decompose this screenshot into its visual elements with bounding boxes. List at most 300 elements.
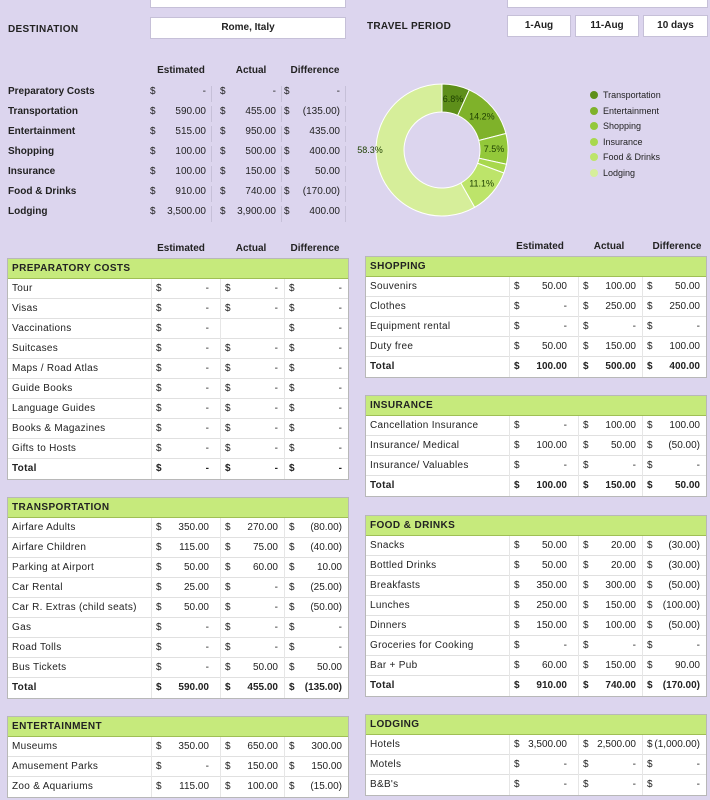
cell-act[interactable] bbox=[220, 558, 282, 578]
cell-est[interactable] bbox=[151, 279, 213, 299]
cell-value: (40.00) bbox=[310, 542, 342, 553]
currency-symbol: $ bbox=[514, 680, 520, 691]
cell-diff[interactable] bbox=[642, 297, 704, 317]
summary-value: - bbox=[272, 86, 276, 97]
legend-item bbox=[590, 152, 660, 162]
cell-est[interactable] bbox=[151, 299, 213, 319]
cell-value: 2,500.00 bbox=[597, 739, 636, 750]
currency-symbol: $ bbox=[225, 582, 231, 593]
cell-est[interactable] bbox=[509, 676, 571, 696]
cell-act[interactable] bbox=[578, 536, 640, 556]
currency-symbol: $ bbox=[647, 341, 653, 352]
summary-cell-est[interactable] bbox=[150, 126, 212, 142]
row-label: Gifts to Hosts bbox=[12, 443, 77, 454]
currency-symbol: $ bbox=[647, 640, 653, 651]
cell-value: - bbox=[338, 463, 342, 474]
row-label: Insurance/ Medical bbox=[370, 440, 460, 451]
summary-cell-est[interactable] bbox=[150, 206, 212, 222]
cell-diff[interactable] bbox=[642, 476, 704, 496]
summary-cell-act[interactable] bbox=[220, 206, 282, 222]
currency-symbol: $ bbox=[647, 600, 653, 611]
currency-symbol: $ bbox=[289, 662, 295, 673]
cell-act[interactable] bbox=[578, 636, 640, 656]
cell-value: - bbox=[632, 779, 636, 790]
cell-act[interactable] bbox=[578, 476, 640, 496]
summary-cell-est[interactable] bbox=[150, 86, 212, 102]
table-row bbox=[366, 775, 706, 795]
cell-value: 100.00 bbox=[247, 781, 278, 792]
cell-value: (50.00) bbox=[668, 580, 700, 591]
row-label: Equipment rental bbox=[370, 321, 451, 332]
cell-act[interactable] bbox=[578, 277, 640, 297]
currency-symbol: $ bbox=[647, 739, 653, 750]
summary-value: 515.00 bbox=[175, 126, 206, 137]
currency-symbol: $ bbox=[583, 361, 589, 372]
cell-est[interactable] bbox=[151, 678, 213, 698]
cell-value: 350.00 bbox=[536, 580, 567, 591]
currency-symbol: $ bbox=[289, 522, 295, 533]
cell-est[interactable] bbox=[151, 578, 213, 598]
currency-symbol: $ bbox=[220, 86, 226, 97]
currency-symbol: $ bbox=[514, 560, 520, 571]
cell-act[interactable] bbox=[578, 576, 640, 596]
cell-act[interactable] bbox=[220, 379, 282, 399]
row-label: Airfare Adults bbox=[12, 522, 76, 533]
currency-symbol: $ bbox=[220, 186, 226, 197]
cell-act[interactable] bbox=[578, 357, 640, 377]
cell-est[interactable] bbox=[509, 656, 571, 676]
summary-row bbox=[8, 142, 350, 162]
summary-cell-est[interactable] bbox=[150, 186, 212, 202]
cell-diff[interactable] bbox=[642, 357, 704, 377]
summary-cell-diff[interactable] bbox=[284, 86, 346, 102]
cell-diff[interactable] bbox=[284, 678, 346, 698]
cell-act[interactable] bbox=[220, 658, 282, 678]
cell-est[interactable] bbox=[151, 379, 213, 399]
cell-value: (50.00) bbox=[310, 602, 342, 613]
cell-value: 300.00 bbox=[605, 580, 636, 591]
cell-value: 100.00 bbox=[669, 341, 700, 352]
cell-act[interactable] bbox=[220, 439, 282, 459]
cell-act[interactable] bbox=[220, 279, 282, 299]
cell-act[interactable] bbox=[578, 596, 640, 616]
cell-est[interactable] bbox=[151, 618, 213, 638]
cell-act[interactable] bbox=[578, 317, 640, 337]
cell-act[interactable] bbox=[220, 399, 282, 419]
cell-diff[interactable] bbox=[284, 279, 346, 299]
cell-act[interactable] bbox=[220, 518, 282, 538]
summary-cell-diff[interactable] bbox=[284, 166, 346, 182]
cell-diff[interactable] bbox=[642, 775, 704, 795]
currency-symbol: $ bbox=[150, 106, 156, 117]
cell-est[interactable] bbox=[509, 436, 571, 456]
summary-value: - bbox=[202, 86, 206, 97]
donut-value-label: 6.8% bbox=[442, 94, 464, 105]
cell-diff[interactable] bbox=[642, 656, 704, 676]
cell-est[interactable] bbox=[509, 636, 571, 656]
table-total-row bbox=[366, 357, 706, 377]
cell-act[interactable] bbox=[578, 556, 640, 576]
currency-symbol: $ bbox=[156, 363, 162, 374]
destination-label: DESTINATION bbox=[8, 24, 79, 35]
currency-symbol: $ bbox=[583, 440, 589, 451]
lodging-table bbox=[365, 714, 707, 796]
cell-est[interactable] bbox=[151, 538, 213, 558]
currency-symbol: $ bbox=[289, 423, 295, 434]
cell-diff[interactable] bbox=[642, 636, 704, 656]
cell-est[interactable] bbox=[151, 658, 213, 678]
cell-est[interactable] bbox=[151, 518, 213, 538]
cell-diff[interactable] bbox=[642, 337, 704, 357]
row-label: Hotels bbox=[370, 739, 401, 750]
cell-act[interactable] bbox=[220, 578, 282, 598]
cell-value: - bbox=[274, 423, 278, 434]
cell-est[interactable] bbox=[151, 339, 213, 359]
currency-symbol: $ bbox=[220, 206, 226, 217]
row-label: Lunches bbox=[370, 600, 410, 611]
currency-symbol: $ bbox=[514, 640, 520, 651]
summary-value: 100.00 bbox=[175, 166, 206, 177]
cell-value: - bbox=[205, 323, 209, 334]
cell-diff[interactable] bbox=[284, 777, 346, 797]
cell-diff[interactable] bbox=[284, 439, 346, 459]
cell-act[interactable] bbox=[578, 616, 640, 636]
currency-symbol: $ bbox=[583, 460, 589, 471]
cell-value: 740.00 bbox=[605, 680, 636, 691]
cell-act[interactable] bbox=[220, 737, 282, 757]
cell-est[interactable] bbox=[509, 476, 571, 496]
cell-est[interactable] bbox=[151, 558, 213, 578]
cell-value: - bbox=[563, 759, 567, 770]
cell-diff[interactable] bbox=[284, 538, 346, 558]
currency-symbol: $ bbox=[647, 680, 653, 691]
legend-label: Food & Drinks bbox=[603, 152, 661, 163]
currency-symbol: $ bbox=[583, 301, 589, 312]
cell-est[interactable] bbox=[151, 757, 213, 777]
cell-act[interactable] bbox=[220, 339, 282, 359]
currency-symbol: $ bbox=[647, 480, 653, 491]
cell-est[interactable] bbox=[151, 419, 213, 439]
cell-est[interactable] bbox=[509, 416, 571, 436]
cell-act[interactable] bbox=[578, 436, 640, 456]
cell-act[interactable] bbox=[220, 419, 282, 439]
currency-symbol: $ bbox=[156, 562, 162, 573]
cell-diff[interactable] bbox=[284, 757, 346, 777]
table-row bbox=[366, 556, 706, 576]
destination-field[interactable]: Rome, Italy bbox=[150, 17, 346, 39]
cell-diff[interactable] bbox=[642, 735, 704, 755]
cell-act[interactable] bbox=[220, 638, 282, 658]
cell-est[interactable] bbox=[151, 439, 213, 459]
summary-cell-diff[interactable] bbox=[284, 206, 346, 222]
currency-symbol: $ bbox=[583, 420, 589, 431]
cell-est[interactable] bbox=[509, 337, 571, 357]
cell-diff[interactable] bbox=[642, 616, 704, 636]
currency-symbol: $ bbox=[156, 582, 162, 593]
currency-symbol: $ bbox=[514, 759, 520, 770]
table-title: FOOD & DRINKS bbox=[366, 516, 706, 536]
cell-est[interactable] bbox=[151, 777, 213, 797]
table-row bbox=[8, 737, 348, 757]
cell-est[interactable] bbox=[509, 576, 571, 596]
currency-symbol: $ bbox=[225, 781, 231, 792]
cell-diff[interactable] bbox=[642, 416, 704, 436]
cell-diff[interactable] bbox=[284, 558, 346, 578]
cell-est[interactable] bbox=[151, 459, 213, 479]
cell-value: 350.00 bbox=[178, 741, 209, 752]
summary-row-label: Lodging bbox=[8, 206, 48, 217]
cell-diff[interactable] bbox=[284, 638, 346, 658]
legend-item bbox=[590, 90, 661, 100]
row-label: Insurance/ Valuables bbox=[370, 460, 469, 471]
currency-symbol: $ bbox=[225, 403, 231, 414]
cell-diff[interactable] bbox=[642, 436, 704, 456]
cell-value: - bbox=[274, 582, 278, 593]
cell-diff[interactable] bbox=[284, 339, 346, 359]
cell-act[interactable] bbox=[578, 755, 640, 775]
cell-est[interactable] bbox=[509, 775, 571, 795]
donut-value-label: 58.3% bbox=[357, 145, 383, 155]
cell-act[interactable] bbox=[578, 775, 640, 795]
duration-field[interactable]: 10 days bbox=[643, 15, 708, 37]
cell-act[interactable] bbox=[578, 416, 640, 436]
cell-act[interactable] bbox=[578, 297, 640, 317]
cell-value: - bbox=[632, 759, 636, 770]
cell-act[interactable] bbox=[578, 656, 640, 676]
currency-symbol: $ bbox=[156, 383, 162, 394]
cell-act[interactable] bbox=[220, 618, 282, 638]
cell-act[interactable] bbox=[220, 459, 282, 479]
cell-diff[interactable] bbox=[284, 578, 346, 598]
cell-diff[interactable] bbox=[284, 319, 346, 339]
cell-diff[interactable] bbox=[642, 755, 704, 775]
summary-cell-diff[interactable] bbox=[284, 126, 346, 142]
currency-symbol: $ bbox=[156, 602, 162, 613]
cell-value: 20.00 bbox=[610, 540, 636, 551]
cell-act[interactable] bbox=[578, 456, 640, 476]
cell-value: 100.00 bbox=[669, 420, 700, 431]
cell-value: 250.00 bbox=[605, 301, 636, 312]
currency-symbol: $ bbox=[284, 146, 290, 157]
cell-diff[interactable] bbox=[642, 317, 704, 337]
cell-est[interactable] bbox=[509, 596, 571, 616]
row-label: Total bbox=[370, 680, 395, 691]
legend-item bbox=[590, 168, 635, 178]
currency-symbol: $ bbox=[583, 480, 589, 491]
summary-cell-act[interactable] bbox=[220, 186, 282, 202]
cell-act[interactable] bbox=[220, 757, 282, 777]
cell-value: - bbox=[338, 642, 342, 653]
cell-diff[interactable] bbox=[284, 658, 346, 678]
table-row bbox=[366, 436, 706, 456]
cell-act[interactable] bbox=[220, 777, 282, 797]
cell-value: 50.00 bbox=[183, 602, 209, 613]
row-label: Books & Magazines bbox=[12, 423, 106, 434]
cell-diff[interactable] bbox=[284, 518, 346, 538]
cell-diff[interactable] bbox=[284, 379, 346, 399]
cell-diff[interactable] bbox=[642, 596, 704, 616]
cell-est[interactable] bbox=[509, 297, 571, 317]
cell-est[interactable] bbox=[151, 319, 213, 339]
cell-diff[interactable] bbox=[284, 299, 346, 319]
currency-symbol: $ bbox=[225, 602, 231, 613]
cell-diff[interactable] bbox=[642, 556, 704, 576]
row-label: Total bbox=[12, 463, 37, 474]
summary-cell-diff[interactable] bbox=[284, 106, 346, 122]
cell-diff[interactable] bbox=[642, 576, 704, 596]
currency-symbol: $ bbox=[156, 542, 162, 553]
currency-symbol: $ bbox=[284, 206, 290, 217]
cell-act[interactable] bbox=[220, 319, 282, 339]
currency-symbol: $ bbox=[289, 622, 295, 633]
row-label: Tour bbox=[12, 283, 33, 294]
summary-header-actual: Actual bbox=[235, 65, 267, 76]
summary-cell-diff[interactable] bbox=[284, 146, 346, 162]
legend-swatch bbox=[590, 107, 598, 115]
cell-est[interactable] bbox=[151, 737, 213, 757]
cell-value: - bbox=[274, 443, 278, 454]
cell-value: 50.00 bbox=[541, 560, 567, 571]
table-row bbox=[8, 578, 348, 598]
cell-value: 50.00 bbox=[541, 281, 567, 292]
currency-symbol: $ bbox=[225, 363, 231, 374]
row-label: Road Tolls bbox=[12, 642, 62, 653]
currency-symbol: $ bbox=[583, 739, 589, 750]
cell-est[interactable] bbox=[509, 556, 571, 576]
summary-cell-act[interactable] bbox=[220, 86, 282, 102]
currency-symbol: $ bbox=[156, 741, 162, 752]
summary-cell-est[interactable] bbox=[150, 146, 212, 162]
currency-symbol: $ bbox=[225, 662, 231, 673]
cell-act[interactable] bbox=[578, 337, 640, 357]
table-row bbox=[366, 636, 706, 656]
cell-est[interactable] bbox=[509, 616, 571, 636]
trip-name-field[interactable] bbox=[150, 0, 346, 8]
cell-value: 60.00 bbox=[252, 562, 278, 573]
cell-act[interactable] bbox=[220, 678, 282, 698]
summary-cell-act[interactable] bbox=[220, 166, 282, 182]
cell-est[interactable] bbox=[509, 456, 571, 476]
cell-value: - bbox=[696, 759, 700, 770]
summary-row bbox=[8, 122, 350, 142]
currency-symbol: $ bbox=[150, 166, 156, 177]
summary-value: 435.00 bbox=[309, 126, 340, 137]
cell-diff[interactable] bbox=[642, 456, 704, 476]
cell-diff[interactable] bbox=[284, 459, 346, 479]
cell-value: 455.00 bbox=[247, 682, 278, 693]
summary-cell-est[interactable] bbox=[150, 166, 212, 182]
cell-value: 60.00 bbox=[541, 660, 567, 671]
cell-act[interactable] bbox=[578, 676, 640, 696]
row-label: Language Guides bbox=[12, 403, 96, 414]
cell-value: - bbox=[205, 761, 209, 772]
currency-symbol: $ bbox=[647, 560, 653, 571]
currency-symbol: $ bbox=[647, 540, 653, 551]
cell-act[interactable] bbox=[220, 538, 282, 558]
donut-value-label: 11.1% bbox=[469, 178, 495, 189]
currency-symbol: $ bbox=[220, 166, 226, 177]
cell-diff[interactable] bbox=[642, 277, 704, 297]
cell-value: - bbox=[696, 779, 700, 790]
table-row bbox=[8, 299, 348, 319]
table-row bbox=[366, 337, 706, 357]
cell-diff[interactable] bbox=[284, 359, 346, 379]
cell-est[interactable] bbox=[151, 399, 213, 419]
end-date-field[interactable]: 11-Aug bbox=[575, 15, 639, 37]
cell-diff[interactable] bbox=[642, 676, 704, 696]
currency-symbol: $ bbox=[514, 620, 520, 631]
cell-est[interactable] bbox=[151, 359, 213, 379]
cell-est[interactable] bbox=[509, 536, 571, 556]
currency-symbol: $ bbox=[156, 323, 162, 334]
cell-value: 50.00 bbox=[674, 480, 700, 491]
cell-diff[interactable] bbox=[284, 618, 346, 638]
currency-symbol: $ bbox=[583, 600, 589, 611]
cell-act[interactable] bbox=[578, 735, 640, 755]
cell-est[interactable] bbox=[509, 317, 571, 337]
cell-est[interactable] bbox=[151, 598, 213, 618]
cell-value: 50.00 bbox=[541, 341, 567, 352]
currency-symbol: $ bbox=[289, 741, 295, 752]
cell-act[interactable] bbox=[220, 598, 282, 618]
currency-symbol: $ bbox=[225, 682, 231, 693]
summary-cell-act[interactable] bbox=[220, 146, 282, 162]
currency-symbol: $ bbox=[514, 600, 520, 611]
row-label: Groceries for Cooking bbox=[370, 640, 474, 651]
summary-cell-act[interactable] bbox=[220, 126, 282, 142]
currency-symbol: $ bbox=[647, 281, 653, 292]
table-row bbox=[366, 576, 706, 596]
summary-row bbox=[8, 82, 350, 102]
currency-symbol: $ bbox=[225, 522, 231, 533]
currency-symbol: $ bbox=[225, 443, 231, 454]
cell-est[interactable] bbox=[151, 638, 213, 658]
currency-symbol: $ bbox=[225, 303, 231, 314]
table-row bbox=[366, 656, 706, 676]
summary-cell-est[interactable] bbox=[150, 106, 212, 122]
start-date-field[interactable]: 1-Aug bbox=[507, 15, 571, 37]
cell-est[interactable] bbox=[509, 735, 571, 755]
currency-symbol: $ bbox=[220, 106, 226, 117]
summary-cell-diff[interactable] bbox=[284, 186, 346, 202]
cell-est[interactable] bbox=[509, 755, 571, 775]
currency-symbol: $ bbox=[647, 620, 653, 631]
currency-symbol: $ bbox=[225, 642, 231, 653]
currency-symbol: $ bbox=[583, 640, 589, 651]
table-row bbox=[8, 379, 348, 399]
cell-est[interactable] bbox=[509, 357, 571, 377]
cell-diff[interactable] bbox=[284, 419, 346, 439]
top-right-field[interactable] bbox=[507, 0, 708, 8]
cell-act[interactable] bbox=[220, 299, 282, 319]
cell-diff[interactable] bbox=[642, 536, 704, 556]
summary-cell-act[interactable] bbox=[220, 106, 282, 122]
row-label: Airfare Children bbox=[12, 542, 87, 553]
table-row bbox=[366, 596, 706, 616]
cell-value: 10.00 bbox=[316, 562, 342, 573]
currency-symbol: $ bbox=[156, 662, 162, 673]
cell-diff[interactable] bbox=[284, 598, 346, 618]
cell-value: 25.00 bbox=[183, 582, 209, 593]
cell-act[interactable] bbox=[220, 359, 282, 379]
cell-diff[interactable] bbox=[284, 737, 346, 757]
cell-value: - bbox=[274, 602, 278, 613]
cell-est[interactable] bbox=[509, 277, 571, 297]
summary-value: (170.00) bbox=[302, 186, 340, 197]
cell-diff[interactable] bbox=[284, 399, 346, 419]
cell-value: 590.00 bbox=[178, 682, 209, 693]
cell-value: - bbox=[338, 323, 342, 334]
